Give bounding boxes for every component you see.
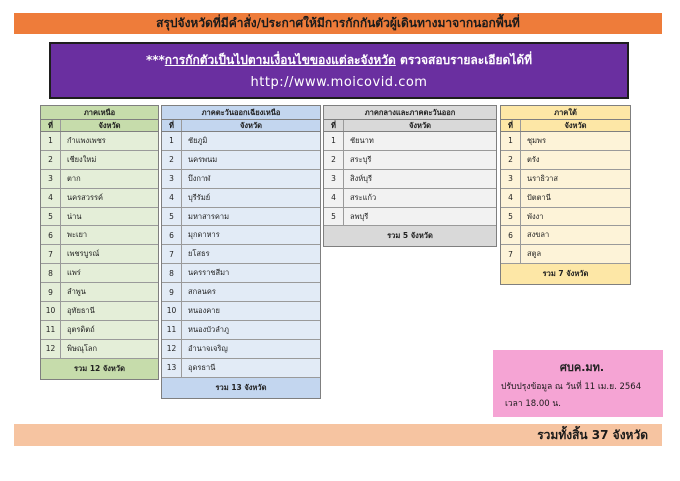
row-number: 1 [41, 132, 61, 150]
row-number: 1 [162, 132, 182, 150]
column-header-num: ที่ [162, 120, 182, 131]
province-name: นครสวรรค์ [67, 192, 104, 202]
region-title: ภาคใต้ [501, 106, 630, 120]
table-row [162, 340, 320, 359]
table-row [501, 151, 630, 170]
column-header-row [162, 120, 320, 132]
table-row [41, 132, 158, 151]
row-number: 9 [41, 283, 61, 301]
row-number: 2 [162, 151, 182, 169]
region-title: ภาคตะวันออกเฉียงเหนือ [162, 106, 320, 120]
row-number: 1 [324, 132, 344, 150]
region-table-north [40, 105, 159, 380]
row-number: 1 [501, 132, 521, 150]
row-number: 8 [162, 264, 182, 282]
province-name: ชัยภูมิ [188, 135, 208, 145]
region-total: รวม 5 จังหวัด [324, 226, 496, 246]
row-number: 4 [501, 189, 521, 207]
province-name: บุรีรัมย์ [188, 192, 211, 202]
row-number: 3 [162, 170, 182, 188]
province-name: สิงห์บุรี [350, 173, 372, 183]
table-row [162, 321, 320, 340]
row-number: 3 [324, 170, 344, 188]
row-number: 10 [162, 302, 182, 320]
row-number: 12 [162, 340, 182, 358]
grand-total-text: รวมทั้งสิ้น 37 จังหวัด [537, 427, 648, 442]
table-row [501, 189, 630, 208]
row-number: 7 [501, 245, 521, 263]
column-header-province: จังหวัด [98, 120, 121, 130]
column-header-province: จังหวัด [239, 120, 263, 130]
province-name: พังงา [527, 211, 544, 221]
table-row [324, 189, 496, 208]
region-table-central-east [323, 105, 497, 247]
province-name: ชุมพร [527, 135, 547, 145]
row-number: 9 [162, 283, 182, 301]
table-row [324, 151, 496, 170]
notice-underlined: การกักตัวเป็นไปตามเงื่อนไขของแต่ละจังหวัด [164, 53, 396, 67]
column-header-province: จังหวัด [564, 120, 587, 130]
province-name: ยโสธร [188, 249, 210, 259]
notice-prefix: *** [145, 53, 165, 67]
province-name: พิษณุโลก [67, 343, 98, 353]
province-name: กำแพงเพชร [67, 135, 106, 145]
row-number: 11 [162, 321, 182, 339]
row-number: 2 [324, 151, 344, 169]
province-name: น่าน [67, 211, 82, 221]
table-row [41, 302, 158, 321]
table-row [41, 245, 158, 264]
province-name: ตรัง [527, 154, 540, 164]
row-number: 5 [501, 208, 521, 226]
province-name: นราธิวาส [527, 173, 558, 183]
agency-name: ศบค.มท. [559, 360, 605, 374]
update-info-box [493, 350, 663, 417]
province-name: อุตรดิตถ์ [67, 324, 95, 334]
row-number: 5 [162, 208, 182, 226]
row-number: 3 [501, 170, 521, 188]
row-number: 7 [41, 245, 61, 263]
province-name: มหาสารคาม [188, 211, 230, 221]
update-date: ปรับปรุงข้อมูล ณ วันที่ 11 เม.ย. 2564 [501, 381, 642, 392]
row-number: 11 [41, 321, 61, 339]
notice-text [146, 51, 532, 70]
grand-total-bar [14, 424, 662, 446]
province-name: สระแก้ว [350, 192, 377, 202]
province-name: สตูล [527, 249, 542, 259]
update-time: เวลา 18.00 น. [505, 398, 561, 409]
table-row [162, 245, 320, 264]
column-header-num: ที่ [324, 120, 344, 131]
table-row [41, 340, 158, 359]
table-row [162, 189, 320, 208]
province-name: อุดรธานี [188, 362, 216, 372]
table-row [162, 302, 320, 321]
table-row [324, 132, 496, 151]
province-name: ปัตตานี [527, 192, 551, 202]
province-name: มุกดาหาร [188, 230, 220, 240]
table-row [501, 226, 630, 245]
notice-url-link[interactable]: http://www.moicovid.com [250, 75, 428, 90]
column-header-row [501, 120, 630, 132]
province-name: อำนาจเจริญ [188, 343, 228, 353]
province-name: สกลนคร [188, 287, 216, 297]
province-name: ชัยนาท [350, 135, 374, 145]
row-number: 2 [41, 151, 61, 169]
table-row [162, 151, 320, 170]
column-header-province: จังหวัด [408, 120, 432, 130]
table-row [162, 208, 320, 227]
notice-suffix: ตรวจสอบรายละเอียดได้ที่ [395, 53, 533, 67]
region-total: รวม 13 จังหวัด [162, 378, 320, 398]
row-number: 6 [162, 226, 182, 244]
table-row [41, 208, 158, 227]
region-table-northeast [161, 105, 321, 399]
province-name: สงขลา [527, 230, 550, 240]
province-name: ตาก [67, 173, 81, 183]
province-name: เชียงใหม่ [67, 154, 97, 164]
province-name: บึงกาฬ [188, 173, 211, 183]
table-row [162, 264, 320, 283]
row-number: 4 [162, 189, 182, 207]
table-row [41, 321, 158, 340]
row-number: 4 [41, 189, 61, 207]
column-header-row [41, 120, 158, 132]
row-number: 6 [501, 226, 521, 244]
table-row [162, 132, 320, 151]
province-name: หนองคาย [188, 305, 220, 315]
row-number: 2 [501, 151, 521, 169]
row-number: 8 [41, 264, 61, 282]
table-row [501, 132, 630, 151]
region-table-south [500, 105, 631, 285]
province-name: พะเยา [67, 230, 88, 240]
province-name: ลำพูน [67, 287, 86, 297]
table-row [41, 170, 158, 189]
row-number: 5 [41, 208, 61, 226]
province-name: นครราชสีมา [188, 268, 230, 278]
row-number: 10 [41, 302, 61, 320]
province-name: หนองบัวลำภู [188, 324, 229, 334]
row-number: 13 [162, 359, 182, 377]
table-row [501, 245, 630, 264]
region-title: ภาคเหนือ [41, 106, 158, 120]
province-name: ลพบุรี [350, 211, 369, 221]
row-number: 6 [41, 226, 61, 244]
page-title: สรุปจังหวัดที่มีคำสั่ง/ประกาศให้มีการกักกันตัวผู้เดินทางมาจากนอกพื้นที่ [14, 13, 662, 34]
row-number: 5 [324, 208, 344, 226]
table-row [501, 208, 630, 227]
table-row [41, 226, 158, 245]
notice-banner [49, 42, 629, 99]
column-header-row [324, 120, 496, 132]
table-row [41, 151, 158, 170]
table-row [162, 283, 320, 302]
region-total: รวม 7 จังหวัด [501, 264, 630, 284]
province-name: เพชรบูรณ์ [67, 249, 100, 259]
province-name: แพร่ [67, 268, 81, 278]
table-row [41, 189, 158, 208]
table-row [162, 359, 320, 378]
column-header-num: ที่ [501, 120, 521, 131]
table-row [41, 283, 158, 302]
table-row [162, 226, 320, 245]
row-number: 3 [41, 170, 61, 188]
column-header-num: ที่ [41, 120, 61, 131]
table-row [162, 170, 320, 189]
province-name: สระบุรี [350, 154, 372, 164]
table-row [324, 170, 496, 189]
row-number: 4 [324, 189, 344, 207]
province-name: นครพนม [188, 154, 218, 164]
region-total: รวม 12 จังหวัด [41, 359, 158, 379]
region-title: ภาคกลางและภาคตะวันออก [324, 106, 496, 120]
province-name: อุทัยธานี [67, 305, 95, 315]
table-row [501, 170, 630, 189]
table-row [41, 264, 158, 283]
table-row [324, 208, 496, 227]
row-number: 12 [41, 340, 61, 358]
row-number: 7 [162, 245, 182, 263]
